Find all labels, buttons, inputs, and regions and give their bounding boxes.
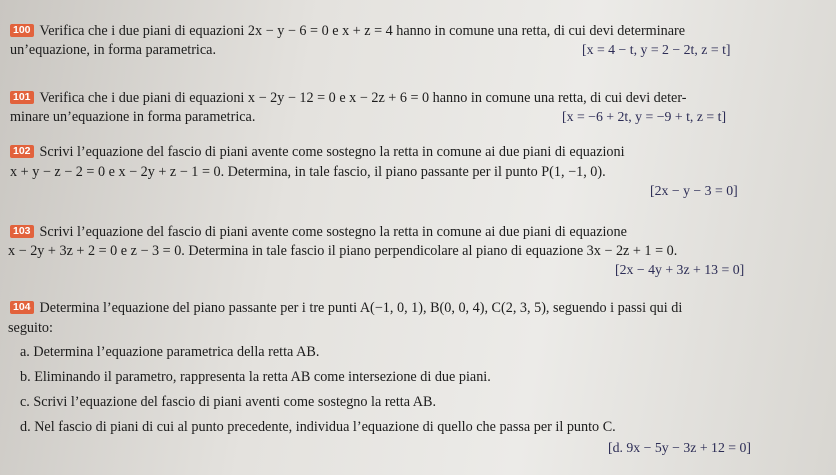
exercise-text: Verifica che i due piani di equazioni x − 2y − 12 = 0 e x − 2z + 6 = 0 hanno in comune una retta, di cui devi deter- bbox=[39, 90, 687, 106]
exercise-number-badge: 102 bbox=[10, 145, 34, 158]
exercise-102-line2: x + y − z − 2 = 0 e x − 2y + z − 1 = 0. Determina, in tale fascio, il piano passante per il punto P(1, −1, 0). bbox=[10, 164, 606, 180]
exercise-104-answer: [d. 9x − 5y − 3z + 12 = 0] bbox=[608, 440, 752, 455]
exercise-104-line2: seguito: bbox=[8, 320, 53, 336]
exercise-100-line1 bbox=[10, 23, 685, 40]
exercise-104-item-a: a. Determina l’equazione parametrica della retta AB. bbox=[20, 344, 320, 360]
exercise-102-answer: [2x − y − 3 = 0] bbox=[650, 183, 738, 198]
exercise-104-item-b: b. Eliminando il parametro, rappresenta la retta AB come intersezione di due piani. bbox=[20, 369, 491, 385]
exercise-number-badge: 103 bbox=[10, 225, 34, 238]
exercise-number-badge: 100 bbox=[10, 24, 34, 37]
exercise-102-line1 bbox=[10, 144, 625, 161]
exercise-number-badge: 104 bbox=[10, 301, 34, 314]
exercise-text: Verifica che i due piani di equazioni 2x − y − 6 = 0 e x + z = 4 hanno in comune una retta, di cui devi determinare bbox=[39, 23, 686, 39]
exercise-100-line2: un’equazione, in forma parametrica. bbox=[10, 42, 217, 58]
exercise-text: Scrivi l’equazione del fascio di piani avente come sostegno la retta in comune ai due piani di equazioni bbox=[39, 144, 625, 160]
exercise-101-line2: minare un’equazione in forma parametrica. bbox=[10, 109, 256, 125]
exercise-101-line1 bbox=[10, 90, 686, 107]
exercise-104-item-c: c. Scrivi l’equazione del fascio di piani aventi come sostegno la retta AB. bbox=[20, 394, 437, 410]
exercise-100-answer: [x = 4 − t, y = 2 − 2t, z = t] bbox=[582, 42, 731, 57]
exercise-104-item-d: d. Nel fascio di piani di cui al punto precedente, individua l’equazione di quello che passa per il punto C. bbox=[20, 419, 616, 435]
exercise-text: Scrivi l’equazione del fascio di piani avente come sostegno la retta in comune ai due piani di equazione bbox=[39, 224, 627, 240]
exercise-103-answer: [2x − 4y + 3z + 13 = 0] bbox=[615, 262, 745, 277]
exercise-text: Determina l’equazione del piano passante per i tre punti A(−1, 0, 1), B(0, 0, 4), C(2, 3, 5), seguendo i passi qui di bbox=[39, 300, 683, 316]
exercise-104-line1 bbox=[10, 300, 682, 317]
exercise-number-badge: 101 bbox=[10, 91, 34, 104]
exercise-103-line2: x − 2y + 3z + 2 = 0 e z − 3 = 0. Determina in tale fascio il piano perpendicolare al piano di equazione 3x − 2z + 1 = 0. bbox=[8, 243, 678, 259]
exercise-101-answer: [x = −6 + 2t, y = −9 + t, z = t] bbox=[562, 109, 727, 124]
exercise-103-line1 bbox=[10, 224, 627, 241]
